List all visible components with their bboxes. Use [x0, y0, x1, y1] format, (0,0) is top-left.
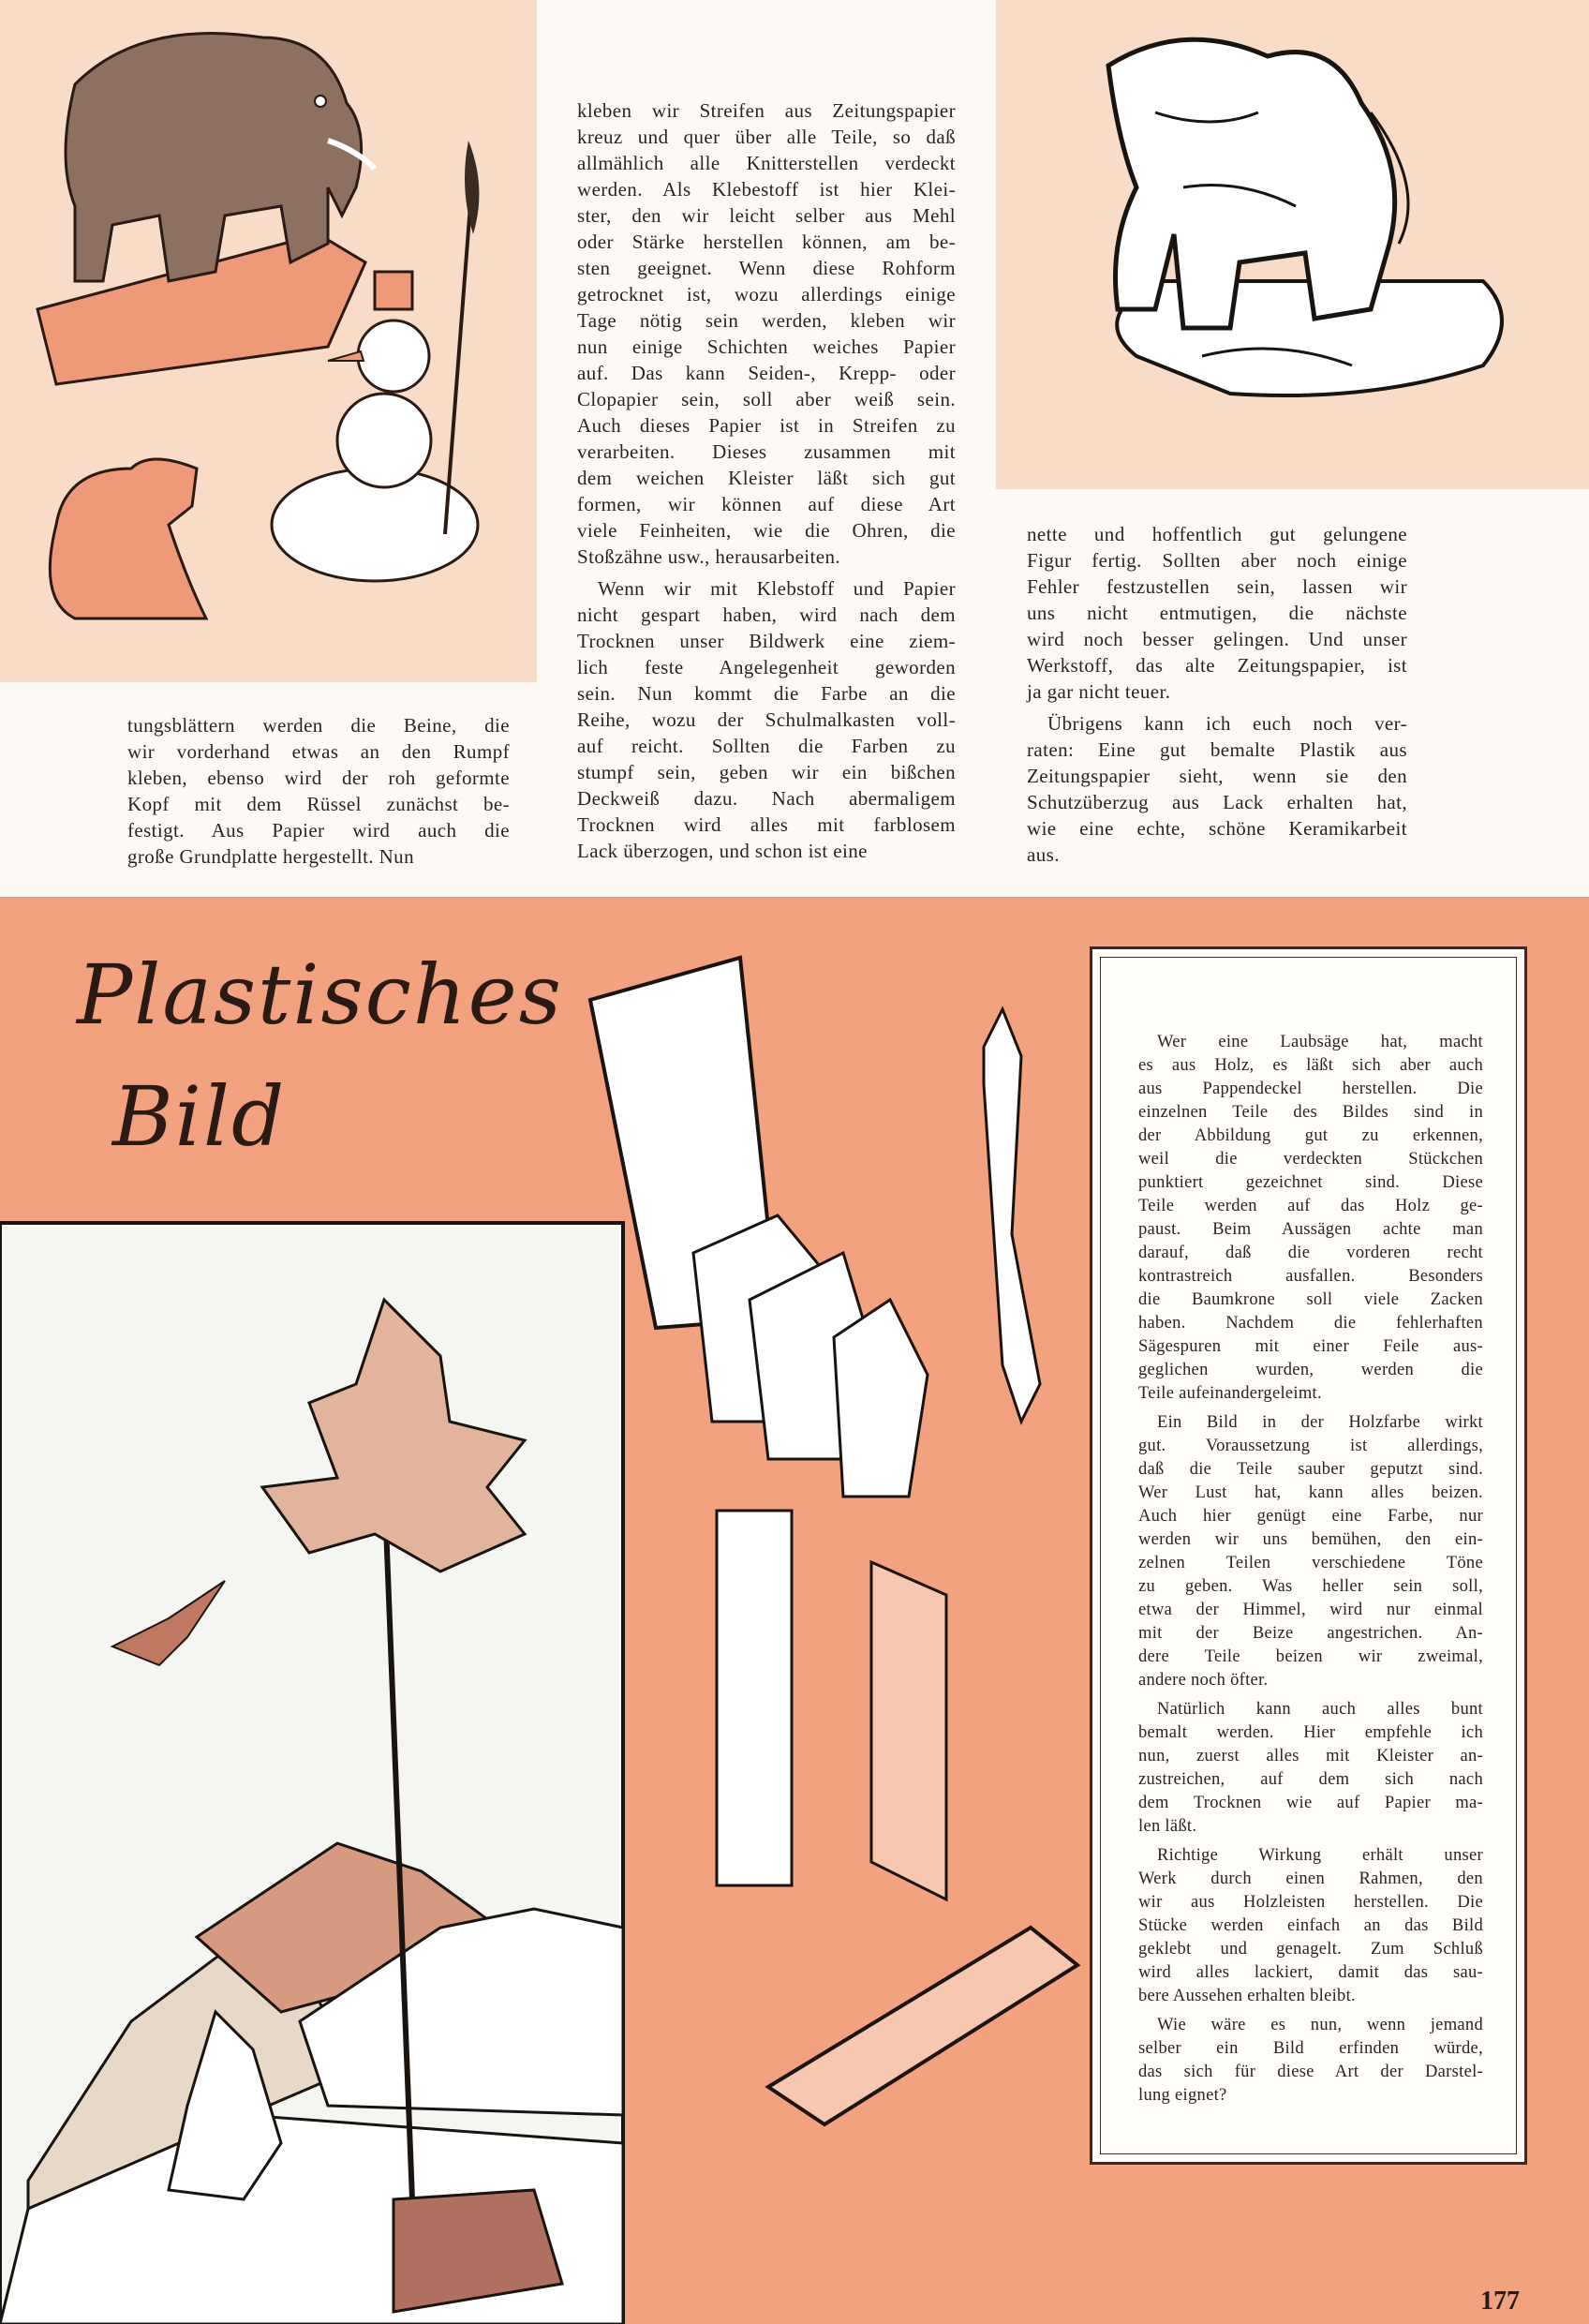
text-line: oder Stärke herstellen können, am be- [577, 231, 956, 253]
text-line: sten geeignet. Wenn diese Rohform [577, 257, 956, 279]
text-column-1 [127, 712, 510, 870]
text-line: len läßt. [1138, 1817, 1197, 1836]
text-line: kreuz und quer über alle Teile, so daß [577, 126, 956, 148]
text-line: dere Teile beizen wir zweimal, [1138, 1647, 1483, 1666]
text-line: bemalt werden. Hier empfehle ich [1138, 1723, 1483, 1742]
text-line: auf reicht. Sollten die Farben zu [577, 735, 956, 757]
text-line: Wenn wir mit Klebstoff und Papier [598, 577, 956, 600]
text-line: das sich für diese Art der Darstel- [1138, 2063, 1483, 2081]
text-line: kleben wir Streifen aus Zeitungspapier [577, 99, 956, 122]
text-line: mit der Beize angestrichen. An- [1138, 1624, 1483, 1643]
text-line: kleben, ebenso wird der roh geformte [127, 767, 510, 789]
text-line: Stoßzähne usw., herausarbeiten. [577, 545, 841, 568]
text-line: stumpf sein, geben wir ein bißchen [577, 761, 956, 783]
text-line: darauf, daß die vorderen recht [1138, 1244, 1483, 1262]
text-line: Teile aufeinandergeleimt. [1138, 1384, 1322, 1403]
text-line: nun, zuerst alles mit Kleister an- [1138, 1747, 1483, 1765]
text-line: wir vorderhand etwas an den Rumpf [127, 740, 510, 763]
section-title-line2: Bild [112, 1068, 287, 1165]
text-line: Richtige Wirkung erhält unser [1157, 1846, 1483, 1865]
text-line: Trocknen unser Bildwerk eine ziem- [577, 630, 956, 652]
framed-box [768, 1928, 1077, 2124]
text-line: formen, wir können auf diese Art [577, 493, 956, 515]
text-line: aus Pappendeckel herstellen. Die [1138, 1080, 1483, 1098]
text-line: Lack überzogen, und schon ist eine [577, 840, 868, 862]
text-line: paust. Beim Aussägen achte man [1138, 1220, 1483, 1239]
text-line: die Baumkrone soll viele Zacken [1138, 1290, 1483, 1309]
text-line: Auch hier genügt eine Farbe, nur [1138, 1507, 1483, 1526]
text-line: punktiert gezeichnet sind. Diese [1138, 1173, 1483, 1192]
text-line: aus. [1027, 843, 1060, 866]
text-line: ja gar nicht teuer. [1027, 680, 1171, 703]
text-line: auf. Das kann Seiden-, Krepp- oder [577, 362, 956, 384]
snowman-body [337, 394, 431, 487]
text-line: große Grundplatte hergestellt. Nun [127, 845, 414, 868]
section-title-line1: Plastisches [77, 946, 563, 1043]
text-line: selber ein Bild erfinden würde, [1138, 2039, 1483, 2058]
text-line: lich feste Angelegenheit geworden [577, 656, 956, 678]
text-line: zelnen Teilen verschiedene Töne [1138, 1554, 1483, 1572]
text-line: Tage nötig sein werden, kleben wir [577, 309, 956, 332]
box-text-column [1138, 1031, 1483, 2108]
text-line: ster, den wir leicht selber aus Mehl [577, 204, 956, 227]
text-line: wie eine echte, schöne Keramikarbeit [1027, 817, 1407, 840]
paper-elephant-sketch [996, 0, 1589, 489]
text-line: tungsblättern werden die Beine, die [127, 714, 510, 737]
dog-figure [50, 459, 206, 618]
text-line: raten: Eine gut bemalte Plastik aus [1027, 738, 1407, 761]
text-line: Sägespuren mit einer Feile aus- [1138, 1337, 1483, 1356]
text-line: Teile werden auf das Holz ge- [1138, 1197, 1483, 1215]
text-line: dem weichen Kleister läßt sich gut [577, 467, 956, 489]
text-line: geglichen wurden, werden die [1138, 1361, 1483, 1379]
text-line: geklebt und genagelt. Zum Schluß [1138, 1940, 1483, 1959]
text-line: gut. Voraussetzung ist allerdings, [1138, 1437, 1483, 1455]
text-line: wird alles lackiert, damit das sau- [1138, 1963, 1483, 1982]
text-line: daß die Teile sauber geputzt sind. [1138, 1460, 1483, 1479]
text-line: haben. Nachdem die fehlerhaften [1138, 1314, 1483, 1333]
elephant-figure [66, 34, 362, 281]
text-line: verarbeiten. Dieses zusammen mit [577, 440, 956, 463]
text-line: Ein Bild in der Holzfarbe wirkt [1157, 1413, 1483, 1432]
text-line: kontrastreich ausfallen. Besonders [1138, 1267, 1483, 1286]
text-line: zu geben. Was heller sein soll, [1138, 1577, 1483, 1596]
figures-illustration-panel [0, 0, 537, 682]
text-line: Natürlich kann auch alles bunt [1157, 1700, 1483, 1719]
text-line: uns nicht entmutigen, die nächste [1027, 602, 1407, 624]
text-line: wir aus Holzleisten herstellen. Die [1138, 1893, 1483, 1912]
broom [445, 169, 473, 534]
text-line: zustreichen, auf dem sich nach [1138, 1770, 1483, 1789]
text-line: wird noch besser gelingen. Und unser [1027, 628, 1407, 650]
text-line: nette und hoffentlich gut gelungene [1027, 523, 1407, 545]
frame-strips [717, 1511, 792, 1885]
text-line: bere Aussehen erhalten bleibt. [1138, 1987, 1356, 2005]
elephant-snowman-dog-illustration [0, 0, 537, 682]
text-line: Schutzüberzug aus Lack erhalten hat, [1027, 791, 1407, 813]
text-line: andere noch öfter. [1138, 1671, 1269, 1690]
text-line: nun einige Schichten weiches Papier [577, 335, 956, 358]
text-line: Reihe, wozu der Schulmalkasten voll- [577, 708, 956, 731]
text-line: weil die verdeckten Stückchen [1138, 1150, 1483, 1169]
tree-piece [984, 1009, 1040, 1422]
text-line: einzelnen Teile des Bildes sind in [1138, 1103, 1483, 1122]
text-line: viele Feinheiten, wie die Ohren, die [577, 519, 956, 542]
text-line: dem Trocknen wie auf Papier ma- [1138, 1794, 1483, 1812]
text-line: Werk durch einen Rahmen, den [1138, 1870, 1483, 1888]
text-line: getrocknet ist, wozu allerdings einige [577, 283, 956, 305]
text-line: Stücke werden einfach an das Bild [1138, 1916, 1483, 1935]
text-line: der Abbildung gut zu erkennen, [1138, 1126, 1483, 1145]
text-column-2 [577, 97, 956, 864]
paper-elephant-illustration-panel [996, 0, 1589, 489]
text-line: Werkstoff, das alte Zeitungspapier, ist [1027, 654, 1407, 677]
text-line: Kopf mit dem Rüssel zunächst be- [127, 793, 510, 815]
text-line: Figur fertig. Sollten aber noch einige [1027, 549, 1407, 572]
text-line: Clopapier sein, soll aber weiß sein. [577, 388, 956, 410]
text-line: etwa der Himmel, wird nur einmal [1138, 1601, 1483, 1619]
text-line: Deckweiß dazu. Nach abermaligem [577, 787, 956, 810]
page-number: 177 [1480, 2287, 1520, 2316]
text-line: Übrigens kann ich euch noch ver- [1047, 712, 1407, 735]
text-line: Wie wäre es nun, wenn jemand [1157, 2016, 1483, 2034]
text-line: werden wir uns bemühen, den ein- [1138, 1530, 1483, 1549]
text-line: sein. Nun kommt die Farbe an die [577, 682, 956, 705]
text-line: Trocknen wird alles mit farblosem [577, 813, 956, 836]
text-line: Wer Lust hat, kann alles beizen. [1138, 1483, 1483, 1502]
text-line: lung eignet? [1138, 2086, 1227, 2105]
text-line: werden. Als Klebestoff ist hier Klei- [577, 178, 956, 201]
text-line: Auch dieses Papier ist in Streifen zu [577, 414, 956, 437]
text-line: nicht gespart haben, wird nach dem [577, 603, 956, 626]
text-line: festigt. Aus Papier wird auch die [127, 819, 510, 842]
text-line: Wer eine Laubsäge hat, macht [1157, 1033, 1483, 1051]
text-line: Zeitungspapier sieht, wenn sie den [1027, 765, 1407, 787]
text-line: allmählich alle Knitterstellen verdeckt [577, 152, 956, 174]
text-line: es aus Holz, es läßt sich aber auch [1138, 1056, 1483, 1075]
text-line: Fehler festzustellen sein, lassen wir [1027, 575, 1407, 598]
text-column-3 [1027, 521, 1407, 868]
